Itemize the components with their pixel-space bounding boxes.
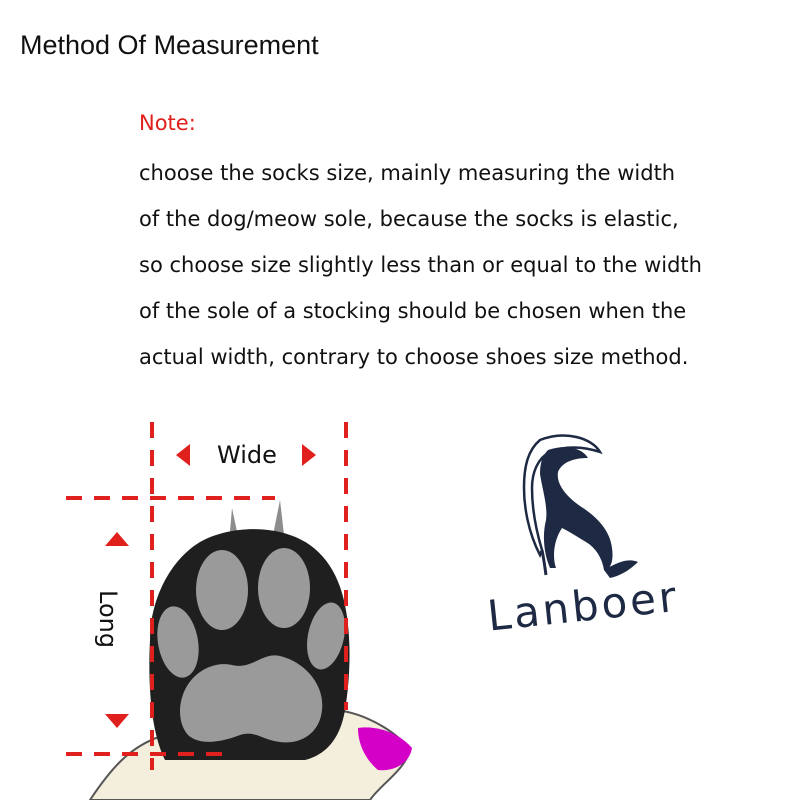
paw-measurement-figure [0, 410, 440, 800]
brand-logo [470, 430, 710, 650]
note-label: Note: [139, 111, 196, 135]
long-arrow-down-icon [105, 714, 129, 728]
note-line-5: actual width, contrary to choose shoes size method. [139, 345, 689, 369]
wide-label: Wide [217, 441, 277, 469]
long-arrow-up-icon [105, 532, 129, 546]
note-line-4: of the sole of a stocking should be chosen when the [139, 299, 687, 323]
long-label: Long [94, 590, 122, 649]
paw-diagram [0, 410, 440, 800]
brand-name: Lanboer [485, 571, 682, 641]
page-title: Method Of Measurement [20, 30, 319, 60]
note-line-1: choose the socks size, mainly measuring the width [139, 161, 676, 185]
wide-arrow-right-icon [302, 444, 316, 466]
toe-pad-inner-left [196, 550, 248, 630]
logo-dog-foreleg [542, 550, 546, 575]
note-line-2: of the dog/meow sole, because the socks is elastic, [139, 207, 679, 231]
logo-dog-body [540, 447, 613, 570]
note-line-3: so choose size slightly less than or equal to the width [139, 253, 702, 277]
wide-arrow-left-icon [176, 444, 190, 466]
greyhound-logo-icon [470, 430, 710, 650]
note-block [139, 108, 779, 380]
toe-pad-inner-right [258, 548, 310, 628]
